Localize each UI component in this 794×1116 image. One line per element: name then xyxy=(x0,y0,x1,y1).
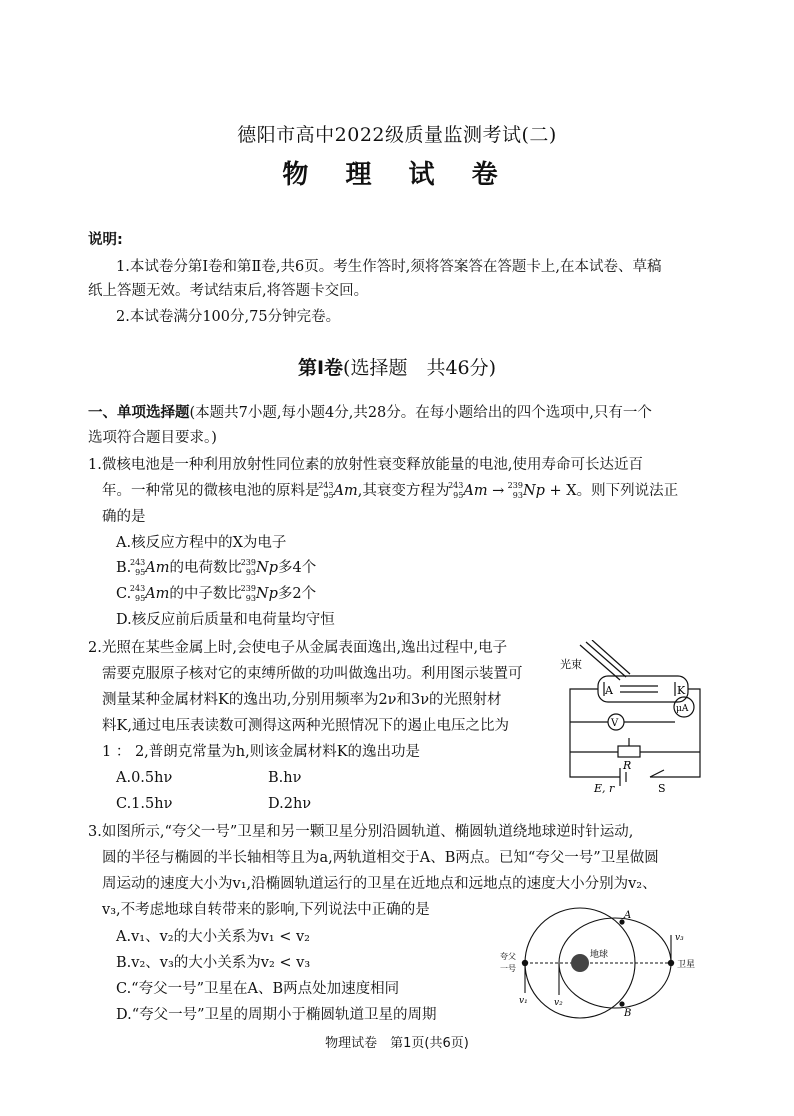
q1-option-a: A.核反应方程中的X为电子 xyxy=(116,535,287,551)
v3-label: v₃ xyxy=(675,933,684,943)
kuafu-label-1: 夸父 xyxy=(500,952,516,961)
cathode-label: K xyxy=(677,684,686,697)
point-b-label: B xyxy=(624,1008,632,1019)
rheostat xyxy=(618,746,640,757)
q3-line2: 圆的半径与椭圆的半长轴相等且为a,两轨道相交于A、B两点。已知“夸父一号”卫星做圆 xyxy=(102,850,659,866)
light-beam-line xyxy=(586,642,626,677)
q3-line1: 3.如图所示,“夸父一号”卫星和另一颗卫星分别沿圆轨道、椭圆轨道绕地球逆时针运动, xyxy=(88,824,634,840)
subject-title: 物 理 试 卷 xyxy=(282,160,512,190)
q3-option-b: B.v₂、v₃的大小关系为v₂ < v₃ xyxy=(116,955,311,971)
part-heading xyxy=(88,403,652,423)
q2-option-b: B.hν xyxy=(268,770,302,786)
instructions-heading: 说明: xyxy=(88,232,123,248)
light-beam-line xyxy=(580,645,620,680)
v2-label: v₂ xyxy=(554,998,563,1008)
section-title xyxy=(0,353,794,380)
q1-option-c: C. 243 95 Am的中子数比 239 93 Np多2个 xyxy=(116,584,317,603)
q2-line2: 需要克服原子核对它的束缚所做的功叫做逸出功。利用图示装置可 xyxy=(102,666,523,682)
rheostat-label: R xyxy=(623,759,632,772)
point-a-label: A xyxy=(624,910,632,921)
photoelectric-circuit-diagram xyxy=(560,640,710,795)
part-desc-2: 选项符合题目要求。) xyxy=(88,430,217,446)
q1-line1: 1.微核电池是一种利用放射性同位素的放射性衰变释放能量的电池,使用寿命可长达近百 xyxy=(88,457,643,473)
satellite-icon xyxy=(668,960,674,966)
earth-label: 地球 xyxy=(590,950,609,960)
q3-option-a: A.v₁、v₂的大小关系为v₁ < v₂ xyxy=(116,929,310,945)
page-footer: 物理试卷 第1页(共6页) xyxy=(325,1036,469,1051)
q1-line2: 年。一种常见的微核电池的原料是 243 95 Am,其衰变方程为 243 95 Am → 239 93 Np + X。则下列说法正 xyxy=(102,481,679,500)
part-label: 一、单项选择题 xyxy=(88,405,190,421)
q1-line3: 确的是 xyxy=(102,509,146,525)
microammeter-label: μA xyxy=(676,704,689,714)
q2-option-c: C.1.5hν xyxy=(116,796,173,812)
voltmeter-label: V xyxy=(611,718,619,729)
instruction-2: 2.本试卷满分100分,75分钟完卷。 xyxy=(116,309,341,325)
v1-label: v₁ xyxy=(519,996,528,1006)
q2-line4: 料K,通过电压表读数可测得这两种光照情况下的遏止电压之比为 xyxy=(102,718,509,734)
point-b xyxy=(619,1001,624,1006)
satellite-label: 卫星 xyxy=(677,960,696,970)
switch xyxy=(650,770,664,777)
q2-option-d: D.2hν xyxy=(268,796,312,812)
instruction-1-line2: 纸上答题无效。考试结束后,将答题卡交回。 xyxy=(88,283,369,299)
switch-label: S xyxy=(658,782,666,795)
light-beam-line xyxy=(592,640,630,674)
q1-option-d: D.核反应前后质量和电荷量均守恒 xyxy=(116,612,335,628)
earth-icon xyxy=(571,954,589,972)
am-nuclide: 243 95 xyxy=(448,481,464,500)
light-label: 光束 xyxy=(560,658,582,671)
orbit-diagram xyxy=(500,905,710,1020)
exam-title: 德阳市高中2022级质量监测考试(二) xyxy=(237,124,557,146)
q1-option-b: B. 243 95 Am的电荷数比 239 93 Np多4个 xyxy=(116,558,317,577)
np-nuclide: 239 93 xyxy=(507,481,523,500)
kuafu-satellite-icon xyxy=(522,960,528,966)
q2-line1: 2.光照在某些金属上时,会使电子从金属表面逸出,逸出过程中,电子 xyxy=(88,640,508,656)
anode-label: A xyxy=(605,684,613,697)
q3-line3: 周运动的速度大小为v₁,沿椭圆轨道运行的卫星在近地点和远地点的速度大小分别为v₂、 xyxy=(102,876,657,892)
q3-line4: v₃,不考虑地球自转带来的影响,下列说法中正确的是 xyxy=(102,902,430,918)
section-title-prefix: 第Ⅰ卷 xyxy=(297,357,344,379)
q2-line5: 1 ： 2,普朗克常量为h,则该金属材料K的逸出功是 xyxy=(102,744,421,760)
q3-option-c: C.“夸父一号”卫星在A、B两点处加速度相同 xyxy=(116,981,400,997)
part-desc-1: (本题共7小题,每小题4分,共28分。在每小题给出的四个选项中,只有一个 xyxy=(189,405,652,421)
section-title-rest: (选择题 共46分) xyxy=(343,357,497,379)
q3-option-d: D.“夸父一号”卫星的周期小于椭圆轨道卫星的周期 xyxy=(116,1007,437,1023)
battery-label: E, r xyxy=(594,782,615,795)
q2-option-a: A.0.5hν xyxy=(116,770,173,786)
kuafu-label-2: 一号 xyxy=(500,964,516,973)
q2-line3: 测量某种金属材料K的逸出功,分别用频率为2ν和3ν的光照射材 xyxy=(102,692,502,708)
am-nuclide: 243 95 xyxy=(318,481,334,500)
instruction-1-line1: 1.本试卷分第Ⅰ卷和第Ⅱ卷,共6页。考生作答时,须将答案答在答题卡上,在本试卷、草稿 xyxy=(116,259,662,275)
